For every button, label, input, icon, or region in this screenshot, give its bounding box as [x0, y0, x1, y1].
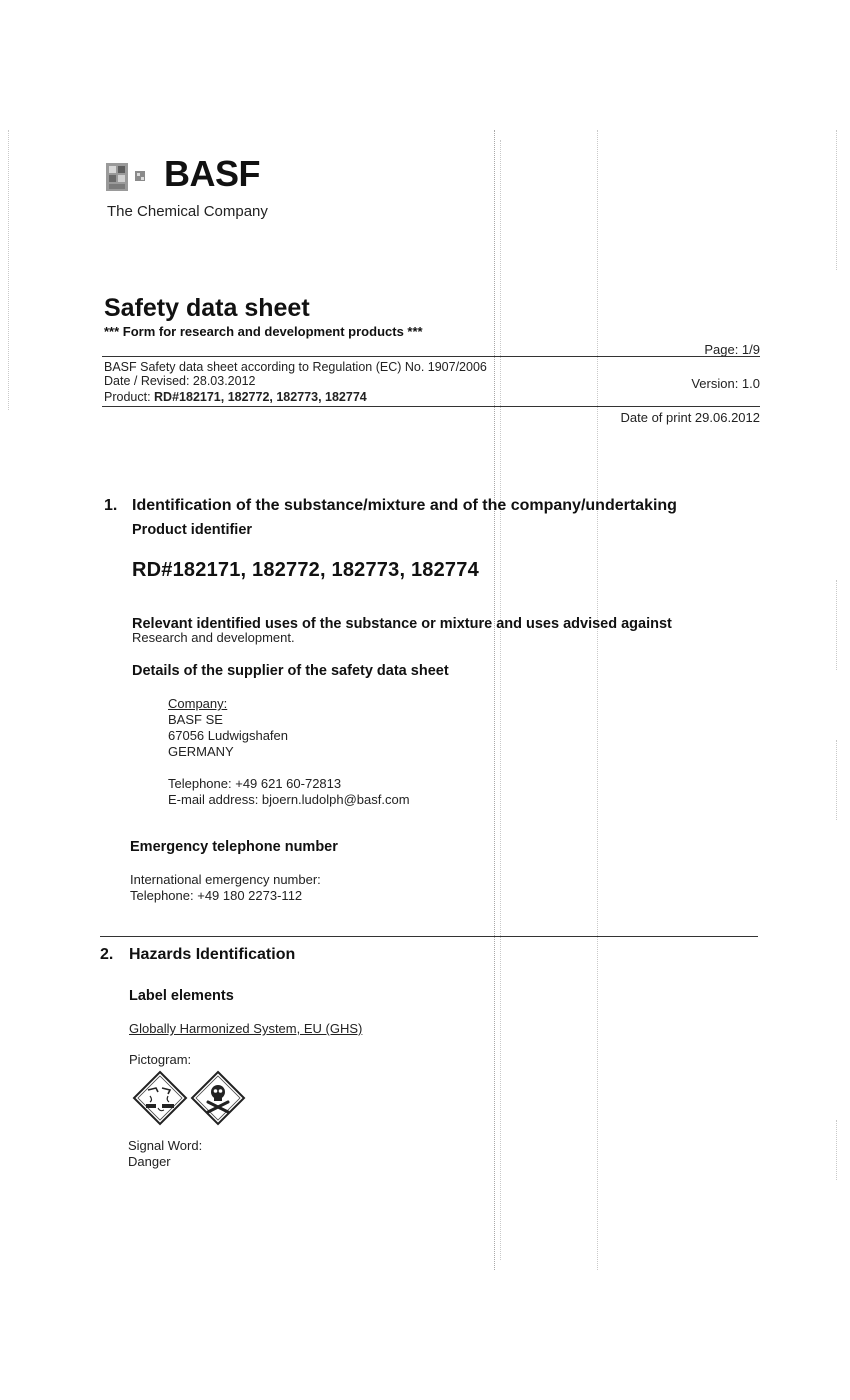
- company-country: GERMANY: [168, 744, 234, 759]
- basf-logo-mark-icon: [105, 160, 157, 194]
- company-city: 67056 Ludwigshafen: [168, 728, 288, 743]
- scan-artifact-line: [597, 130, 598, 1270]
- scan-artifact-line: [836, 130, 837, 270]
- emergency-contact: [130, 872, 321, 904]
- product-line: [104, 390, 367, 404]
- section-1-number: 1.: [104, 497, 118, 514]
- product-identifier-heading: Product identifier: [132, 522, 253, 538]
- ghs-label: Globally Harmonized System, EU (GHS): [129, 1021, 363, 1036]
- version: Version: 1.0: [691, 376, 760, 391]
- scan-artifact-line: [494, 130, 495, 1270]
- corrosion-pictogram-icon: [134, 1072, 186, 1124]
- section-1-title: Identification of the substance/mixture and of the company/undertaking: [132, 497, 677, 514]
- scan-artifact-line: [836, 740, 837, 820]
- emergency-phone: Telephone: +49 180 2273-112: [130, 888, 303, 903]
- date-of-print: Date of print 29.06.2012: [620, 410, 760, 425]
- header-top-rule: [102, 356, 760, 357]
- pictogram-label: Pictogram:: [129, 1052, 192, 1067]
- product-label: Product:: [104, 390, 155, 404]
- scan-artifact-line: [836, 1120, 837, 1180]
- uses-text: Research and development.: [132, 630, 295, 645]
- scan-artifact-line: [836, 580, 837, 670]
- emergency-label: International emergency number:: [130, 872, 321, 887]
- brand-tagline: The Chemical Company: [107, 203, 268, 220]
- section-divider: [100, 936, 758, 937]
- product-value: RD#182171, 182772, 182773, 182774: [154, 390, 367, 404]
- signal-word: Danger: [128, 1154, 171, 1169]
- header-bottom-rule: [102, 406, 760, 407]
- supplier-heading: Details of the supplier of the safety data sheet: [132, 663, 449, 679]
- section-2-number: 2.: [100, 946, 114, 963]
- page-title: Safety data sheet: [104, 294, 310, 322]
- scan-artifact-line: [500, 140, 501, 1260]
- signal-word-label: Signal Word:: [128, 1138, 203, 1153]
- company-address: [168, 696, 410, 808]
- company-email: E-mail address: bjoern.ludolph@basf.com: [168, 792, 410, 807]
- page-subtitle: *** Form for research and development products ***: [104, 324, 423, 339]
- date-revised: Date / Revised: 28.03.2012: [104, 374, 256, 388]
- regulation-line: BASF Safety data sheet according to Regulation (EC) No. 1907/2006: [104, 360, 487, 374]
- product-identifier: RD#182171, 182772, 182773, 182774: [132, 559, 479, 581]
- company-label: Company:: [168, 696, 228, 711]
- brand-logo-text: BASF: [164, 153, 260, 194]
- page-number: Page: 1/9: [704, 342, 760, 357]
- scan-artifact-line: [8, 130, 9, 410]
- skull-crossbones-pictogram-icon: [192, 1072, 244, 1124]
- uses-heading: Relevant identified uses of the substance or mixture and uses advised against: [132, 616, 672, 632]
- label-elements-heading: Label elements: [129, 988, 234, 1004]
- company-telephone: Telephone: +49 621 60-72813: [168, 776, 342, 791]
- emergency-heading: Emergency telephone number: [130, 839, 338, 855]
- section-2-title: Hazards Identification: [129, 946, 296, 963]
- ghs-pictograms: [132, 1070, 250, 1126]
- company-name: BASF SE: [168, 712, 223, 727]
- signal-word-block: [128, 1138, 202, 1170]
